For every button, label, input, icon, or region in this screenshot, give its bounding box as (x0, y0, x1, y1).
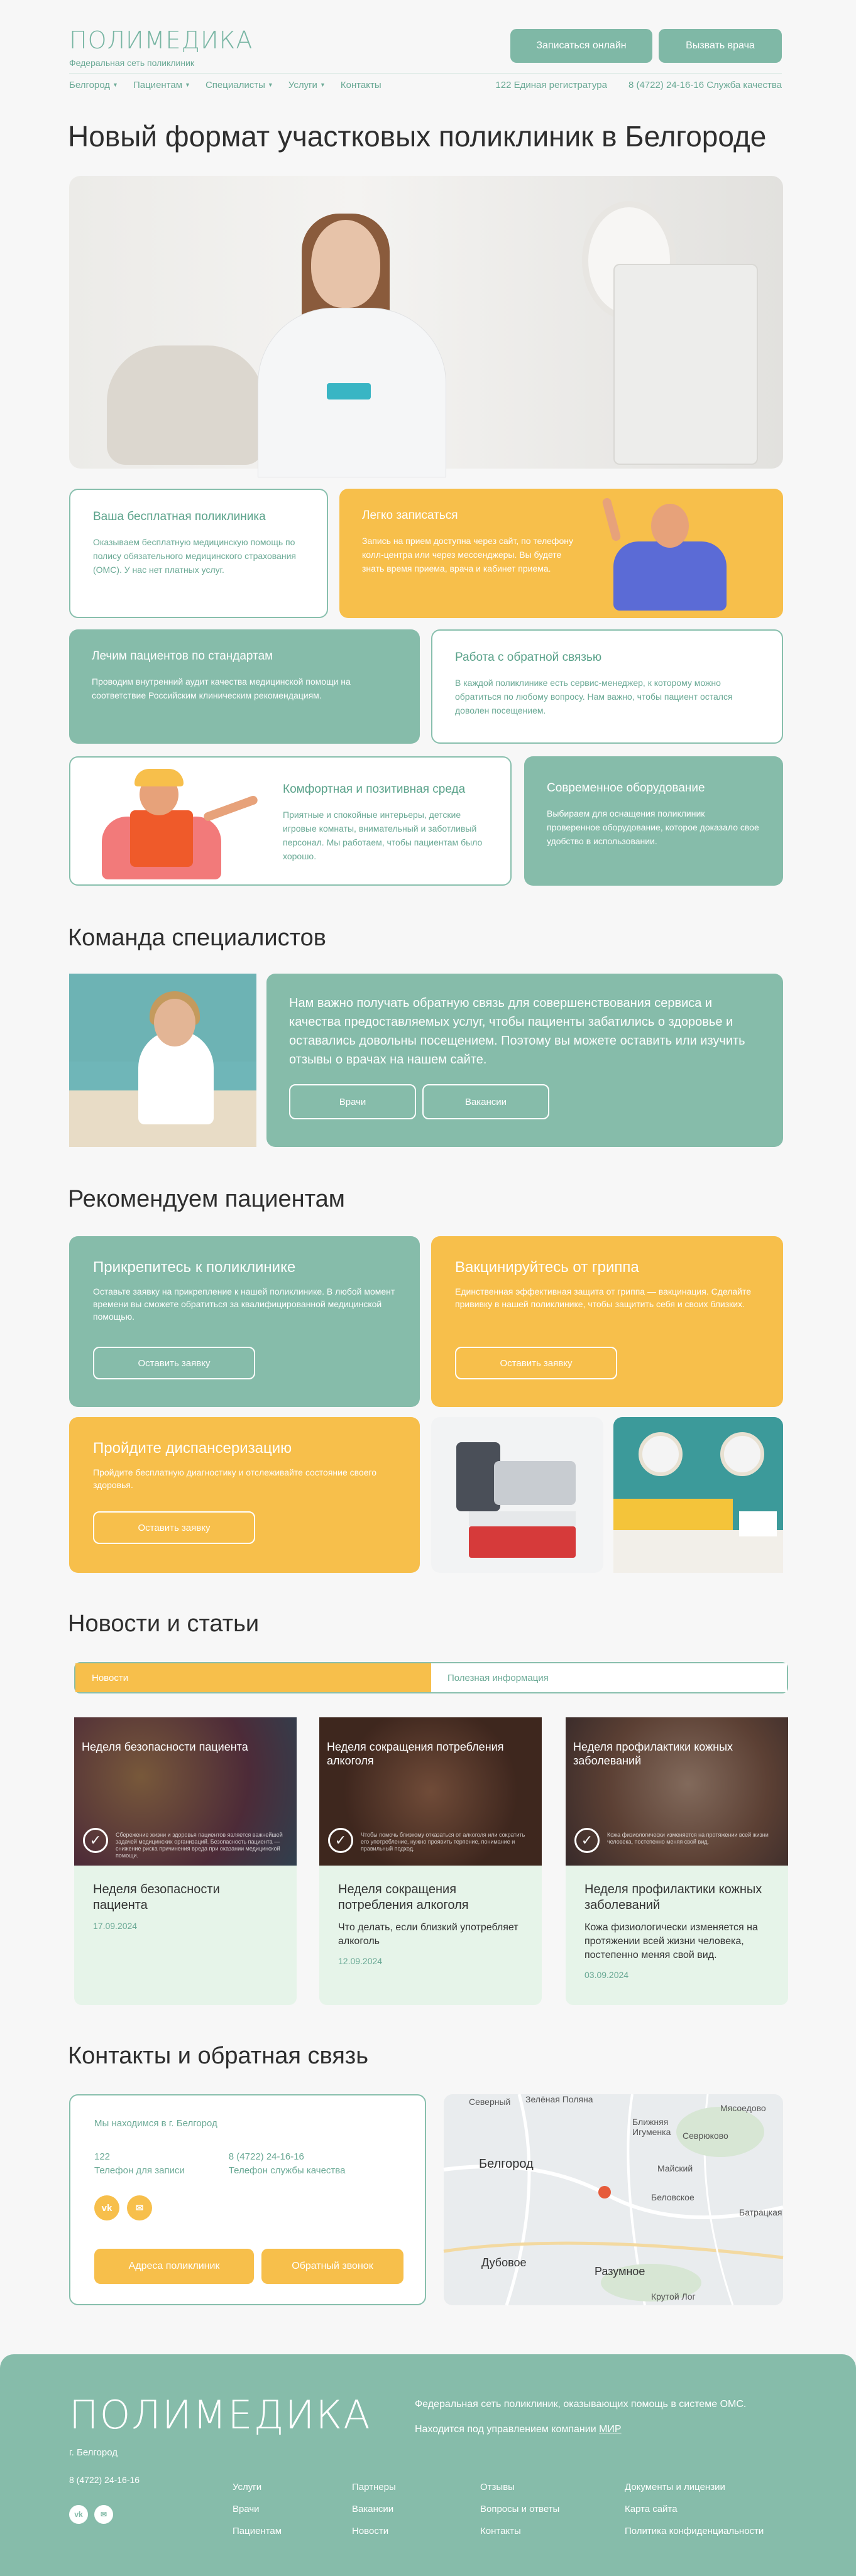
recommend-card-attach (69, 1236, 420, 1407)
registry-phone[interactable]: 122 Единая регистратура (495, 79, 607, 90)
check-icon: ✓ (83, 1828, 108, 1853)
check-icon: ✓ (328, 1828, 353, 1853)
news-title: Неделя безопасности пациента (93, 1883, 220, 1912)
doctors-button[interactable]: Врачи (289, 1084, 416, 1119)
footer-link[interactable]: Врачи (233, 2504, 260, 2514)
mail-icon[interactable]: ✉ (94, 2505, 113, 2524)
news-desc: Кожа физиологически изменяется на протяжении всей жизни человека, постепенно меняя свой вид. (584, 1922, 758, 1960)
vacancies-button[interactable]: Вакансии (422, 1084, 549, 1119)
feature-text: В каждой поликлинике есть сервис-менеджер, к которому можно обратиться по любому вопросу. Нам важно, чтобы пациент остался доволен посещением. (455, 678, 733, 715)
feature-text: Приятные и спокойные интерьеры, детские игровые комнаты, внимательный и заботливый персонал. Мы работаем, чтобы пациентам было хорошо. (283, 810, 483, 861)
booking-phone[interactable]: 122 (94, 2151, 111, 2162)
site-footer (0, 2354, 856, 2576)
booking-phone-label: Телефон для записи (94, 2165, 185, 2176)
recommend-text: Единственная эффективная защита от гриппа — вакцинация. Сделайте прививку в нашей поликлинике, чтобы защитить себя и своих близких. (455, 1286, 752, 1309)
nav-city[interactable]: Белгород ▼ (69, 79, 118, 90)
person-illustration (89, 766, 272, 879)
vk-icon[interactable]: vk (69, 2505, 88, 2524)
company-link[interactable]: МИР (599, 2424, 622, 2435)
person-illustration (595, 497, 752, 611)
news-date: 17.09.2024 (93, 1921, 138, 1931)
nav-contacts[interactable]: Контакты (340, 79, 381, 90)
call-doctor-button[interactable]: Вызвать врача (659, 29, 782, 63)
news-image: Неделя безопасности пациента ✓ Сбережение жизни и здоровья пациентов является важнейшей задачей медицинских организаций. Безопасность пациента — снижение риска причинения вреда при оказании медицинской помощи. (74, 1717, 297, 1866)
footer-link[interactable]: Пациентам (233, 2526, 282, 2536)
team-photo (69, 974, 256, 1147)
feature-text: Выбираем для оснащения поликлиник проверенное оборудование, которое доказало свое удобство в использовании. (547, 808, 759, 846)
footer-link[interactable]: Партнеры (352, 2482, 396, 2492)
chevron-down-icon: ▼ (112, 82, 118, 88)
map[interactable]: Белгород Дубовое Разумное Майский Ближняя Игуменка Севрюково Мясоедово Беловское Батрацкая Крутой Лог Зелёная Поляна Северный (444, 2094, 783, 2305)
feature-title: Лечим пациентов по стандартам (92, 649, 273, 663)
news-tabs (74, 1662, 788, 1693)
quality-service-label: Телефон службы качества (228, 2165, 346, 2176)
recommend-text: Пройдите бесплатную диагностику и отслеживайте состояние своего здоровья. (93, 1467, 377, 1490)
location-text: Мы находимся в г. Белгород (94, 2118, 217, 2129)
news-card[interactable] (566, 1717, 788, 2005)
mail-icon[interactable]: ✉ (127, 2195, 152, 2220)
chevron-down-icon: ▼ (319, 82, 326, 88)
recommend-card-flu (431, 1236, 783, 1407)
team-card (266, 974, 783, 1147)
footer-link[interactable]: Контакты (480, 2526, 521, 2536)
recommend-card-checkup (69, 1417, 420, 1573)
check-icon: ✓ (574, 1828, 600, 1853)
news-title: Неделя профилактики кожных заболеваний (584, 1883, 762, 1912)
team-section-title: Команда специалистов (68, 925, 326, 951)
book-online-button[interactable]: Записаться онлайн (510, 29, 652, 63)
site-header (0, 0, 856, 101)
feature-card-feedback (431, 629, 783, 744)
recommend-title: Пройдите диспансеризацию (93, 1440, 292, 1457)
attach-request-button[interactable]: Оставить заявку (93, 1347, 255, 1379)
interior-photo (613, 1417, 783, 1573)
feature-card-comfort (69, 756, 512, 886)
footer-description: Федеральная сеть поликлиник, оказывающих помощь в системе ОМС. Находится под управлением компании МИР (415, 2399, 747, 2435)
footer-link[interactable]: Услуги (233, 2482, 262, 2492)
recommend-text: Оставьте заявку на прикрепление к нашей поликлинике. В любой момент времени вы сможете обратиться за квалифицированной медицинской помощью. (93, 1286, 395, 1322)
logo[interactable] (69, 26, 253, 68)
clinic-addresses-button[interactable]: Адреса поликлиник (94, 2249, 254, 2284)
map-pin-icon[interactable] (598, 2186, 611, 2198)
hero-title: Новый формат участковых поликлиник в Белгороде (68, 120, 767, 153)
news-desc: Что делать, если близкий употребляет алкоголь (338, 1922, 519, 1947)
recommend-title: Вакцинируйтесь от гриппа (455, 1259, 639, 1276)
logo-subtitle: Федеральная сеть поликлиник (69, 58, 195, 68)
feature-title: Комфортная и позитивная среда (283, 783, 466, 796)
feature-title: Современное оборудование (547, 781, 705, 795)
feature-text: Проводим внутренний аудит качества медицинской помощи на соответствие Российским клиническим рекомендациям. (92, 677, 351, 700)
contacts-card (69, 2094, 426, 2305)
checkup-request-button[interactable]: Оставить заявку (93, 1511, 255, 1544)
footer-link[interactable]: Политика конфиденциальности (625, 2526, 764, 2536)
feature-title: Ваша бесплатная поликлиника (93, 510, 266, 523)
tab-useful-info[interactable]: Полезная информация (431, 1663, 787, 1692)
recommend-title: Прикрепитесь к поликлинике (93, 1259, 296, 1276)
feature-text: Оказываем бесплатную медицинскую помощь по полису обязательного медицинского страхования (ОМС). У нас нет платных услуг. (93, 537, 296, 575)
feature-title: Легко записаться (362, 509, 458, 522)
logo-text: ПОЛИМЕДИКА (69, 26, 253, 54)
feature-card-equipment (524, 756, 783, 886)
footer-link[interactable]: Вакансии (352, 2504, 394, 2514)
callback-button[interactable]: Обратный звонок (261, 2249, 403, 2284)
news-card[interactable] (319, 1717, 542, 2005)
recommend-section-title: Рекомендуем пациентам (68, 1186, 345, 1212)
news-date: 12.09.2024 (338, 1956, 383, 1966)
news-image: Неделя профилактики кожных заболеваний ✓ Кожа физиологически изменяется на протяжении всей жизни человека, постепенно меняя свой вид. (566, 1717, 788, 1866)
feature-title: Работа с обратной связью (455, 651, 602, 664)
news-section-title: Новости и статьи (68, 1611, 260, 1637)
contacts-section-title: Контакты и обратная связь (68, 2043, 369, 2069)
footer-column-3 (480, 2476, 559, 2542)
nav-services[interactable]: Услуги ▼ (288, 79, 326, 90)
news-date: 03.09.2024 (584, 1970, 629, 1980)
feature-card-free (69, 489, 328, 618)
footer-link[interactable]: Отзывы (480, 2482, 515, 2492)
team-text: Нам важно получать обратную связь для совершенствования сервиса и качества предоставляемых услуг, чтобы пациенты забатились о здоровье и оставались довольны посещением. Поэтому вы можете оставить или изучить отзывы о врачах на нашем сайте. (289, 996, 745, 1067)
news-title: Неделя сокращения потребления алкоголя (338, 1883, 469, 1912)
nav-patients[interactable]: Пациентам ▼ (133, 79, 190, 90)
vk-icon[interactable]: vk (94, 2195, 119, 2220)
news-card[interactable] (74, 1717, 297, 2005)
nav-specialists[interactable]: Специалисты ▼ (205, 79, 273, 90)
hero-image (69, 176, 783, 469)
equipment-photo (431, 1417, 603, 1573)
footer-city: г. Белгород (69, 2447, 118, 2458)
feature-card-booking (339, 489, 783, 618)
footer-phone[interactable]: 8 (4722) 24-16-16 (69, 2475, 140, 2485)
quality-phone[interactable]: 8 (4722) 24-16-16 Служба качества (628, 79, 782, 90)
footer-column-2 (352, 2476, 396, 2542)
footer-link[interactable]: Вопросы и ответы (480, 2504, 560, 2514)
footer-link[interactable]: Новости (352, 2526, 389, 2536)
footer-link[interactable]: Документы и лицензии (625, 2482, 725, 2492)
feature-card-standards (69, 629, 420, 744)
news-image: Неделя сокращения потребления алкоголя ✓ Чтобы помочь близкому отказаться от алкоголя или сократить его употребление, нужно проявить терпение, понимание и правильный подход. (319, 1717, 542, 1866)
footer-column-1 (233, 2476, 282, 2542)
chevron-down-icon: ▼ (267, 82, 273, 88)
tab-news[interactable]: Новости (75, 1663, 431, 1692)
footer-logo[interactable]: ПОЛИМЕДИКА (69, 2392, 371, 2438)
feature-text: Запись на прием доступна через сайт, по телефону колл-центра или через мессенджеры. Вы будете знать время приема, врача и кабинет приема. (362, 536, 573, 573)
main-nav (69, 78, 782, 92)
footer-link[interactable]: Карта сайта (625, 2504, 678, 2514)
quality-service-phone[interactable]: 8 (4722) 24-16-16 (228, 2151, 304, 2162)
chevron-down-icon: ▼ (185, 82, 190, 88)
footer-column-4 (625, 2476, 764, 2542)
flu-request-button[interactable]: Оставить заявку (455, 1347, 617, 1379)
